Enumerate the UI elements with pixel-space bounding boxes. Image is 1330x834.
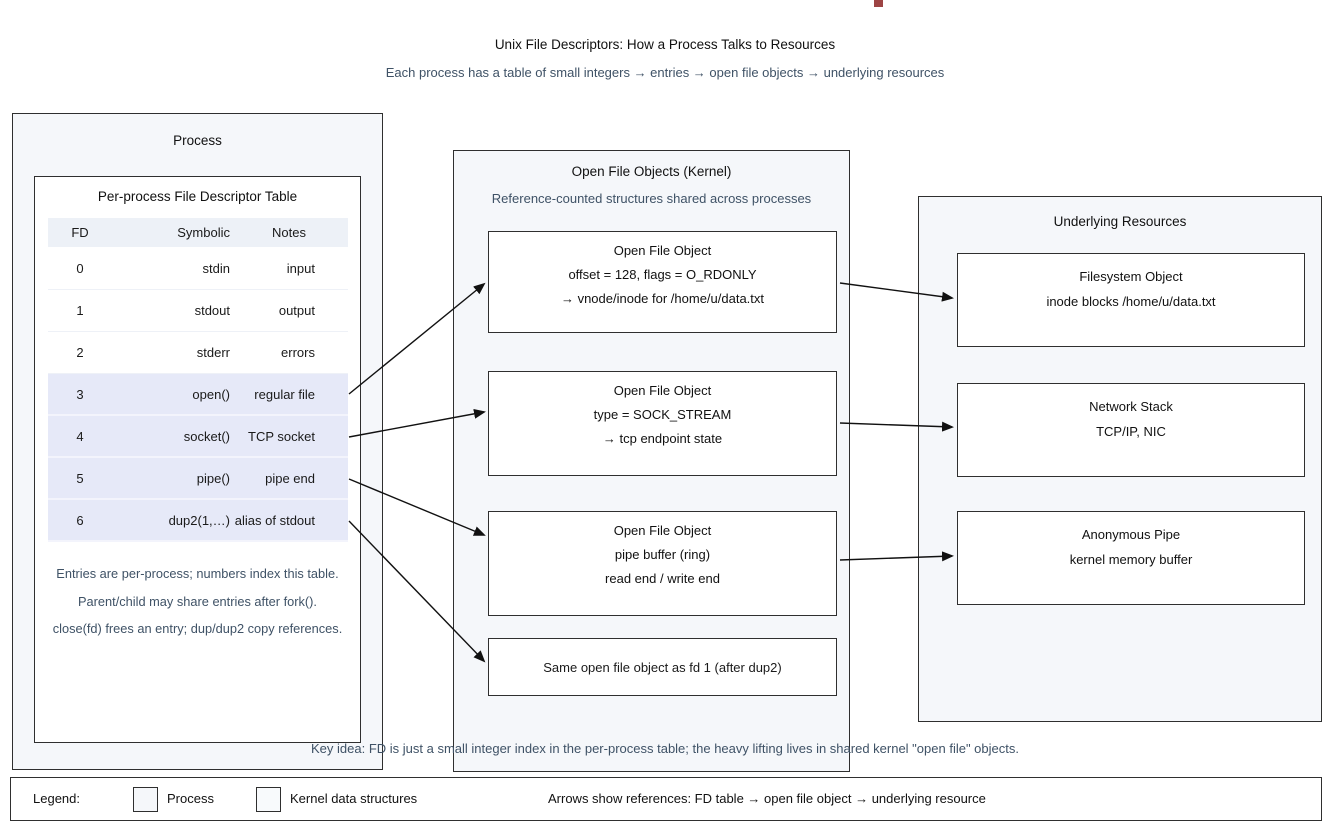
resources-panel — [918, 196, 1322, 722]
cropped-red-accent — [874, 0, 883, 7]
process-note-line: Entries are per-process; numbers index this table. — [56, 566, 339, 581]
notes-cell: regular file — [254, 386, 315, 402]
fd-cell: 1 — [76, 303, 84, 318]
fd-table-row-highlighted — [48, 416, 348, 458]
symbolic-cell: open() — [192, 386, 230, 402]
fd-cell: 6 — [76, 512, 84, 528]
fd-cell: 2 — [76, 345, 84, 360]
kernel-panel-subtitle: Reference-counted structures shared across processes — [491, 191, 812, 206]
legend-item-process-label: Process — [167, 791, 214, 806]
resource-line: inode blocks /home/u/data.txt — [1046, 294, 1216, 309]
symbolic-cell: dup2(1,…) — [168, 512, 230, 528]
open-file-object-line: → tcp endpoint state — [602, 431, 723, 446]
process-panel — [12, 113, 383, 770]
diagram-title: Unix File Descriptors: How a Process Talks to Resources — [494, 37, 836, 52]
legend-bar — [10, 777, 1322, 821]
resources-panel-title: Underlying Resources — [1053, 214, 1187, 229]
process-note-line: close(fd) frees an entry; dup/dup2 copy references. — [52, 621, 343, 636]
notes-cell: alias of stdout — [234, 512, 315, 528]
resource-box-filesystem — [957, 253, 1305, 347]
fd-cell: 3 — [76, 386, 84, 402]
open-file-object-title: Same open file object as fd 1 (after dup2) — [543, 659, 782, 675]
legend-arrows-note: Arrows show references: FD table → open file object → underlying resource — [548, 791, 986, 806]
fd-table-row — [48, 290, 348, 332]
open-file-object-line: pipe buffer (ring) — [614, 547, 711, 562]
fd-table-row — [48, 332, 348, 374]
fd-table-row-highlighted — [48, 500, 348, 542]
resource-title: Network Stack — [1089, 399, 1173, 414]
fd-table-row — [48, 248, 348, 290]
legend-label: Legend: — [33, 791, 80, 806]
fd-cell: 5 — [76, 470, 84, 486]
legend-swatch-kernel — [256, 787, 281, 812]
diagram-subtitle: Each process has a table of small integers → entries → open file objects → underlying resources — [385, 65, 945, 80]
kernel-panel — [453, 150, 850, 772]
notes-cell: errors — [281, 345, 315, 360]
legend-item-kernel-label: Kernel data structures — [290, 791, 418, 806]
fd-table-title: Per-process File Descriptor Table — [97, 189, 298, 204]
open-file-object-box-socket — [488, 371, 837, 476]
process-notes — [13, 560, 382, 643]
resource-box-pipe — [957, 511, 1305, 605]
fd-table-header — [48, 218, 348, 248]
resource-line: TCP/IP, NIC — [1096, 424, 1166, 439]
fd-table-row-highlighted — [48, 458, 348, 500]
open-file-object-line: offset = 128, flags = O_RDONLY — [568, 267, 757, 282]
key-idea-text: Key idea: FD is just a small integer index in the per-process table; the heavy lifting lives in shared kernel "open file" objects. — [311, 741, 1019, 756]
legend-swatch-process — [133, 787, 158, 812]
notes-cell: pipe end — [265, 470, 315, 486]
process-panel-title: Process — [173, 133, 222, 148]
open-file-object-title: Open File Object — [613, 243, 712, 258]
resource-line: kernel memory buffer — [1069, 552, 1193, 567]
open-file-object-title: Open File Object — [613, 523, 712, 538]
resource-title: Anonymous Pipe — [1081, 527, 1181, 542]
open-file-object-box-pipe — [488, 511, 837, 616]
fd-table — [48, 218, 348, 542]
fd-cell: 0 — [76, 261, 84, 276]
notes-cell: TCP socket — [248, 428, 315, 444]
header-cell-notes: Notes — [272, 225, 306, 240]
header-cell-fd: FD — [71, 225, 89, 240]
kernel-panel-title: Open File Objects (Kernel) — [571, 164, 732, 179]
open-file-object-box-file — [488, 231, 837, 333]
symbolic-cell: pipe() — [196, 470, 230, 486]
symbolic-cell: stderr — [196, 345, 230, 360]
resource-title: Filesystem Object — [1079, 269, 1183, 284]
fd-table-box — [34, 176, 361, 743]
fd-cell: 4 — [76, 428, 84, 444]
header-cell-symbolic: Symbolic — [177, 225, 230, 240]
open-file-object-line: → vnode/inode for /home/u/data.txt — [560, 291, 765, 306]
symbolic-cell: socket() — [183, 428, 230, 444]
resource-box-network — [957, 383, 1305, 477]
symbolic-cell: stdin — [202, 261, 230, 276]
fd-table-row-highlighted — [48, 374, 348, 416]
process-note-line: Parent/child may share entries after fork(). — [78, 593, 317, 609]
open-file-object-title: Open File Object — [613, 383, 712, 398]
notes-cell: input — [286, 261, 315, 276]
open-file-object-line: read end / write end — [605, 571, 720, 586]
open-file-object-box-dup — [488, 638, 837, 696]
symbolic-cell: stdout — [194, 303, 230, 318]
notes-cell: output — [278, 303, 315, 318]
open-file-object-line: type = SOCK_STREAM — [593, 407, 732, 422]
